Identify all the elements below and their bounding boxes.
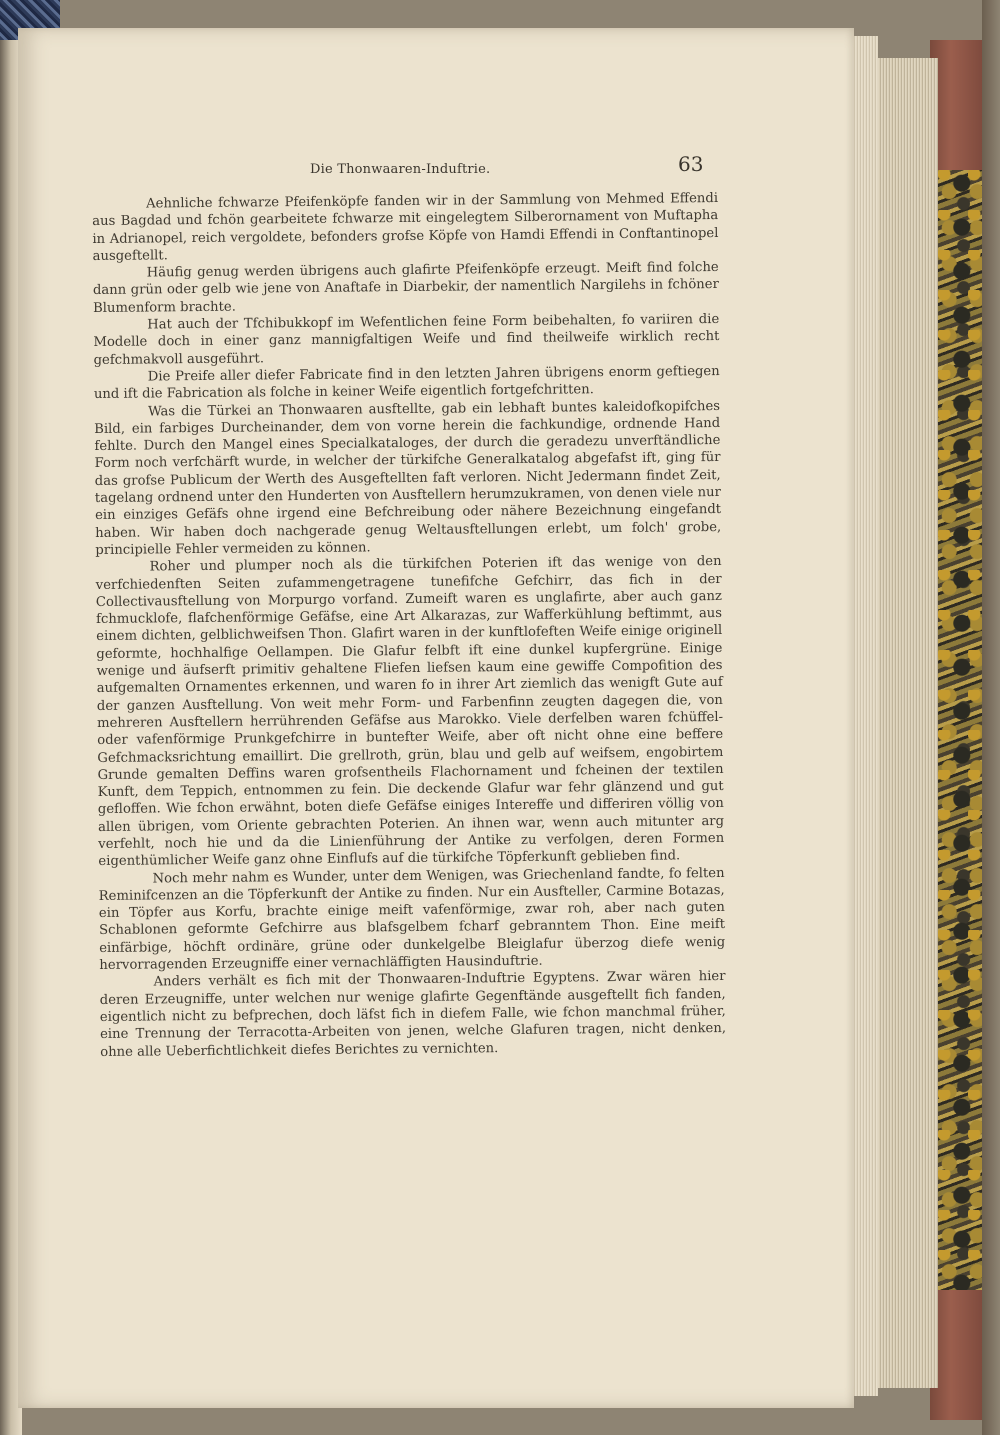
paragraph: Was die Türkei an Thonwaaren ausftellte, gab ein lebhaft buntes kaleidofkopifches Bild, ein farbiges Durcheinander, dem von vorne herein die fachkundige, ordnende Hand fehlte. Durch den Mangel eines Specialkataloges, der durch die geradezu unverftändliche Form noch verfchärft wurde, in welcher der türkifche Generalkatalog abgefafst ift, ging für das grofse Publicum der Werth des Ausgeftellten faft verloren. Nicht Jedermann findet Zeit, tagelang ordnend unter den Hunderten von Ausftellern herumzukramen, von denen viele nur ein einziges Gefäfs ohne irgend eine Befchreibung oder nähere Bezeichnung eingefandt haben. Wir haben doch nachgerade genug Weltausftellungen erlebt, um folch' grobe, principielle Fehler vermeiden zu können. <box>94 398 722 558</box>
page-number: 63 <box>678 152 704 176</box>
marbled-cover-paper <box>938 170 982 1290</box>
background-edge <box>982 0 1000 1435</box>
page-block-edge-outer <box>876 58 938 1388</box>
paragraph: Hat auch der Tfchibukkopf im Wefentlichen feine Form beibehalten, fo variiren die Modelle doch in einer ganz mannigfaltigen Weife und find theilweife wirklich recht gefchmakvoll ausgeführt. <box>93 312 720 368</box>
running-title: Die Thonwaaren-Induftrie. <box>310 162 491 177</box>
paragraph: Anders verhält es fich mit der Thonwaaren-Induftrie Egyptens. Zwar wären hier deren Erzeugniffe, unter welchen nur wenige glafirte Gegenftände ausgeftellt fich fanden, eigentlich nicht zu befprechen, doch läfst fich in diefem Falle, wie fchon manchmal früher, eine Trennung der Terracotta-Arbeiten von jenen, welche Glafuren tragen, nicht denken, ohne alle Ueberfichtlichkeit diefes Berichtes zu vernichten. <box>99 969 727 1060</box>
paragraph: Die Preife aller diefer Fabricate find in den letzten Jahren übrigens enorm geftiegen und ift die Fabrication als folche in keiner Weife eigentlich fortgefchritten. <box>93 363 720 403</box>
paragraph: Noch mehr nahm es Wunder, unter dem Wenigen, was Griechenland fandte, fo felten Reminifcenzen an die Töpferkunft der Antike zu finden. Nur ein Ausfteller, Carmine Botazas, ein Töpfer aus Korfu, brachte einige meift vafenförmige, zwar roh, aber nach guten Schablonen geformte Gefchirre aus blafsgelbem fcharf gebranntem Thon. Eine meift einfärbige, höchft ordinäre, grüne oder dunkelgelbe Bleiglafur überzog diefe wenig hervorragenden Erzeugniffe einer vernachläffigten Hausinduftrie. <box>98 865 726 974</box>
body-text <box>92 190 726 1061</box>
paragraph: Häufig genug werden übrigens auch glafirte Pfeifenköpfe erzeugt. Meift find folche dann grün oder gelb wie jene von Anaftafe in Diarbekir, der namentlich Nargilehs in fchöner Blumenform brachte. <box>92 260 719 316</box>
paragraph: Aehnliche fchwarze Pfeifenköpfe fanden wir in der Sammlung von Mehmed Effendi aus Bagdad und fchön gearbeitete fchwarze mit eingelegtem Silberornament von Muftapha in Adrianopel, reich vergoldete, befonders grofse Köpfe von Hamdi Effendi in Conftantinopel ausgeftellt. <box>92 190 719 264</box>
paragraph: Roher und plumper noch als die türkifchen Poterien ift das wenige von den verfchiedenften Seiten zufammengetragene tunefifche Gefchirr, das fich in der Collectivausftellung von Morpurgo vorfand. Zumeift waren es unglafirte, aber auch ganz fchmucklofe, flafchenförmige Gefäfse, eine Art Alkarazas, zur Wafferkühlung beftimmt, aus einem dichten, gelblichweifsen Thon. Glafirt waren in der kunftlofeften Weife einige originell geformte, hochhalfige Oellampen. Die Glafur felbft ift eine dunkel kupfergrüne. Einige wenige und äufserft primitiv gehaltene Fliefen liefsen kaum eine gewiffe Compofition des aufgemalten Ornamentes erkennen, und waren fo in ihrer Art ziemlich das wenigft Gute auf der ganzen Ausftellung. Von weit mehr Form- und Farbenfinn zeugten dagegen die, von mehreren Ausftellern herrührenden Gefäfse aus Marokko. Viele derfelben waren fchüffel- oder vafenförmige Prunkgefchirre in buntefter Weife, aber oft nicht ohne eine beffere Gefchmacksrichtung emaillirt. Die grellroth, grün, blau und gelb auf weifsem, engobirtem Grunde gemalten Deffins waren grofsentheils Flachornament und fcheinen der textilen Kunft, dem Teppich, entnommen zu fein. Die deckende Glafur war fehr glänzend und gut gefloffen. Wie fchon erwähnt, boten diefe Gefäfse einiges Intereffe und differiren völlig von allen übrigen, vom Oriente gebrachten Poterien. An ihnen war, wenn auch mitunter arg verfehlt, noch hie und da die Linienführung der Antike zu verfolgen, deren Formen eigenthümlicher Weife ganz ohne Einflufs auf die türkifche Töpferkunft geblieben find. <box>95 554 725 870</box>
page-block-edge <box>850 36 878 1396</box>
